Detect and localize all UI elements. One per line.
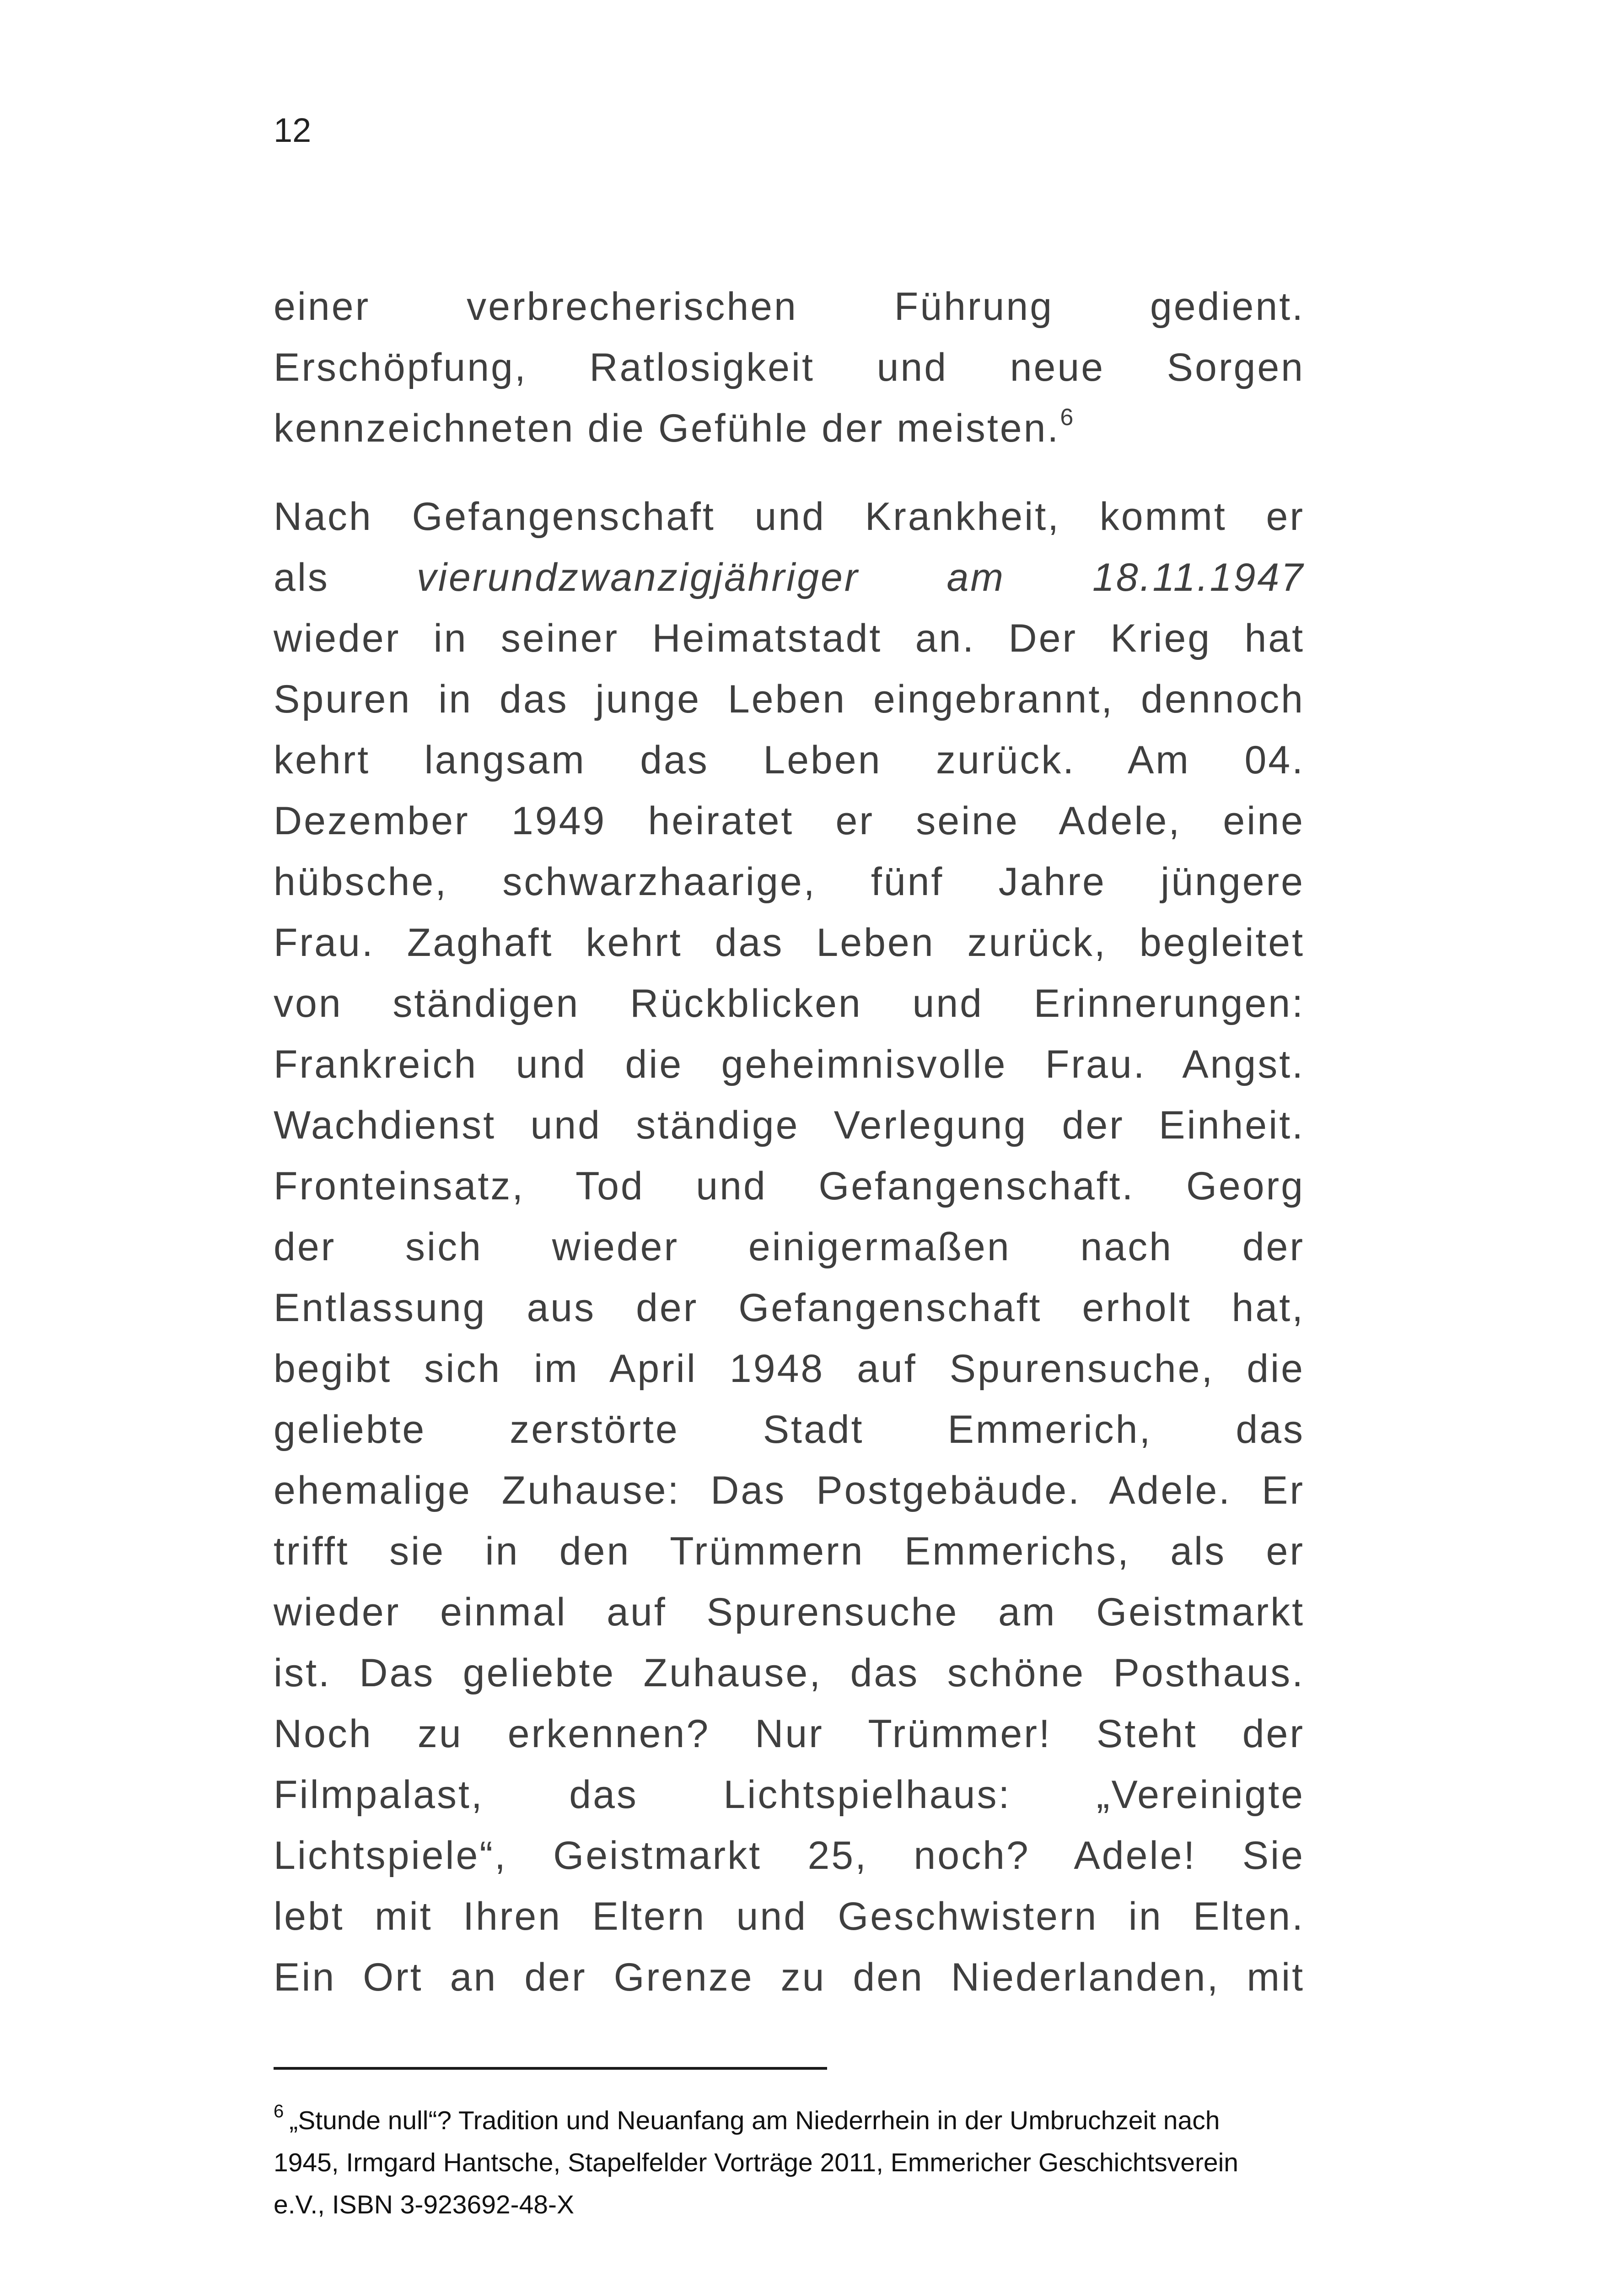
- text-line: Frankreich und die geheimnisvolle Frau. Angst.: [274, 1042, 1305, 1086]
- text-line: Ein Ort an der Grenze zu den Niederlanden, mit: [274, 1955, 1305, 1999]
- text-line: Spuren in das junge Leben eingebrannt, dennoch: [274, 677, 1305, 721]
- page-number: 12: [274, 111, 312, 149]
- footnote-line: 1945, Irmgard Hantsche, Stapelfelder Vorträge 2011, Emmericher Geschichtsverein: [274, 2148, 1238, 2177]
- text-line: Noch zu erkennen? Nur Trümmer! Steht der: [274, 1712, 1305, 1756]
- text-line: lebt mit Ihren Eltern und Geschwistern in Elten.: [274, 1894, 1305, 1938]
- footnote-divider: [274, 2067, 827, 2070]
- text-line: Fronteinsatz, Tod und Gefangenschaft. Georg: [274, 1164, 1305, 1208]
- text-line: geliebte zerstörte Stadt Emmerich, das: [274, 1408, 1305, 1452]
- text-line: ist. Das geliebte Zuhause, das schöne Posthaus.: [274, 1651, 1305, 1695]
- italic-date: 18.11.1947: [1092, 556, 1305, 599]
- footnote-line: e.V., ISBN 3-923692-48-X: [274, 2190, 574, 2219]
- text-line: trifft sie in den Trümmern Emmerichs, als er: [274, 1529, 1305, 1573]
- footnote-text: „Stunde null“? Tradition und Neuanfang am Niederrhein in der Umbruchzeit nach: [289, 2106, 1220, 2135]
- text-line: Filmpalast, das Lichtspielhaus: „Vereinigte: [274, 1773, 1305, 1817]
- footnote-line: [274, 2099, 1312, 2142]
- paragraph-2: [274, 486, 1305, 2008]
- text-line: Dezember 1949 heiratet er seine Adele, eine: [274, 799, 1305, 843]
- text-line: Lichtspiele“, Geistmarkt 25, noch? Adele! Sie: [274, 1834, 1305, 1878]
- text-line: wieder in seiner Heimatstadt an. Der Krieg hat: [274, 616, 1305, 660]
- word: als: [274, 556, 329, 599]
- text-line: Nach Gefangenschaft und Krankheit, kommt er: [274, 495, 1305, 539]
- text-line: Wachdienst und ständige Verlegung der Einheit.: [274, 1103, 1305, 1147]
- text-line: der sich wieder einigermaßen nach der: [274, 1225, 1305, 1269]
- text-line: einer verbrecherischen Führung gedient.: [274, 285, 1305, 329]
- text-line: kehrt langsam das Leben zurück. Am 04.: [274, 738, 1305, 782]
- italic-word: am: [946, 556, 1005, 599]
- text-line: ehemalige Zuhause: Das Postgebäude. Adele. Er: [274, 1468, 1305, 1512]
- text-line-content: kennzeichneten die Gefühle der meisten.: [274, 406, 1060, 450]
- text-line: Erschöpfung, Ratlosigkeit und neue Sorgen: [274, 345, 1305, 389]
- text-line: hübsche, schwarzhaarige, fünf Jahre jüngere: [274, 860, 1305, 904]
- italic-word: vierundzwanzigjähriger: [416, 556, 860, 599]
- footnote: [274, 2099, 1312, 2226]
- text-line: wieder einmal auf Spurensuche am Geistmarkt: [274, 1590, 1305, 1634]
- text-line: Frau. Zaghaft kehrt das Leben zurück, begleitet: [274, 921, 1305, 965]
- footnote-reference[interactable]: 6: [1060, 404, 1074, 431]
- text-line: Entlassung aus der Gefangenschaft erholt hat,: [274, 1286, 1305, 1330]
- body-text: [274, 276, 1305, 2008]
- text-line: begibt sich im April 1948 auf Spurensuche, die: [274, 1347, 1305, 1391]
- text-line: von ständigen Rückblicken und Erinnerungen:: [274, 982, 1305, 1025]
- footnote-number: 6: [274, 2101, 284, 2121]
- text-line: [274, 398, 1305, 459]
- text-line-mixed: [274, 547, 1305, 608]
- paragraph-1: [274, 276, 1305, 459]
